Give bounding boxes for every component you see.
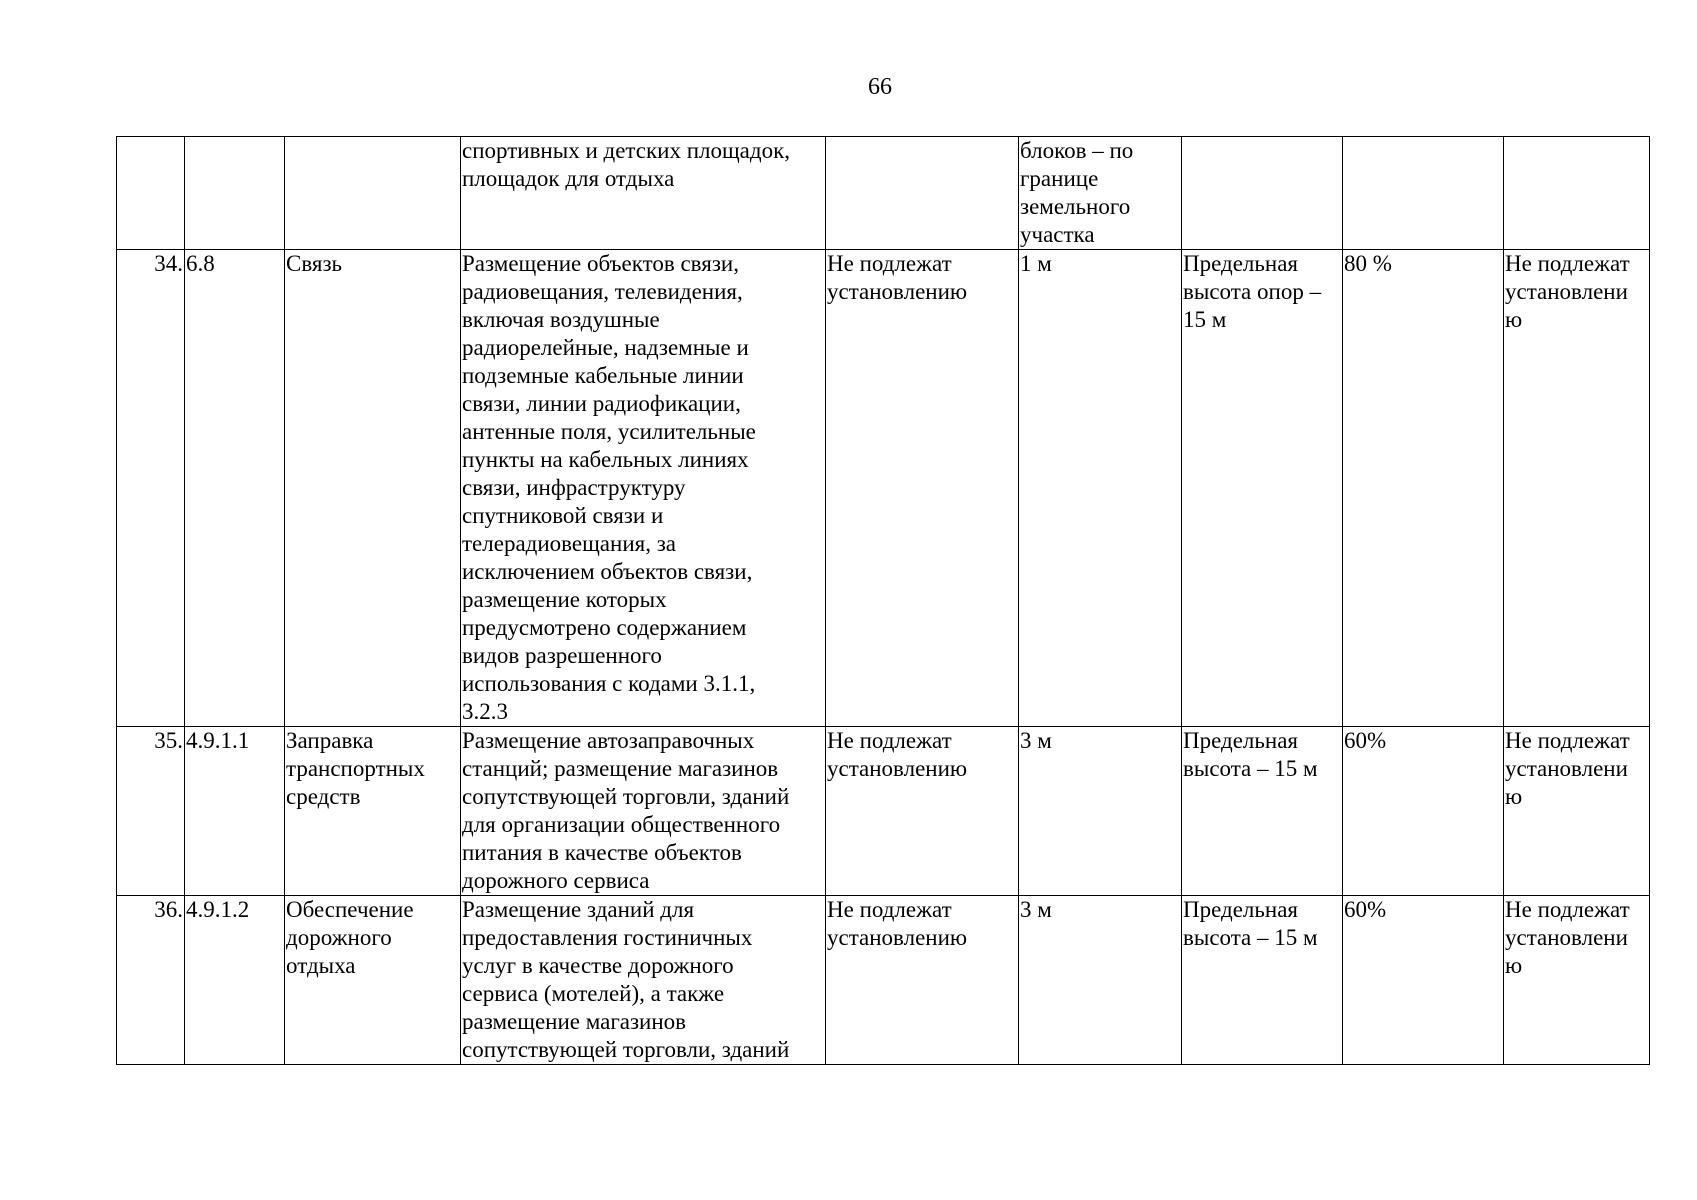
setback-cell: 1 м [1019, 250, 1182, 727]
code-cell: 4.9.1.1 [185, 727, 285, 896]
setback-cell: 3 м [1019, 727, 1182, 896]
coverage-cell: 60% [1343, 727, 1504, 896]
min-area-cell: Не подлежат установлению [826, 250, 1019, 727]
coverage-cell: 60% [1343, 896, 1504, 1065]
use-name-cell: Заправка транспортных средств [285, 727, 461, 896]
height-limit-cell: Предельная высота – 15 м [1182, 727, 1343, 896]
code-cell: 6.8 [185, 250, 285, 727]
other-params-cell [1504, 137, 1650, 250]
table-row [117, 896, 1650, 1065]
table-row [117, 250, 1650, 727]
min-area-cell: Не подлежат установлению [826, 896, 1019, 1065]
code-cell: 4.9.1.2 [185, 896, 285, 1065]
min-area-cell: Не подлежат установлению [826, 727, 1019, 896]
height-limit-cell [1182, 137, 1343, 250]
other-params-cell: Не подлежат установлени ю [1504, 896, 1650, 1065]
page-number: 66 [868, 74, 892, 100]
code-cell [185, 137, 285, 250]
min-area-cell [826, 137, 1019, 250]
description-cell: Размещение зданий для предоставления гостиничных услуг в качестве дорожного сервиса (мотелей), а также размещение магазинов сопутствующей торговли, зданий [461, 896, 826, 1065]
use-name-cell [285, 137, 461, 250]
height-limit-cell: Предельная высота – 15 м [1182, 896, 1343, 1065]
table-row [117, 137, 1650, 250]
table-row [117, 727, 1650, 896]
row-number-cell: 35. [117, 727, 185, 896]
row-number-cell: 34. [117, 250, 185, 727]
row-number-cell: 36. [117, 896, 185, 1065]
coverage-cell [1343, 137, 1504, 250]
description-cell: Размещение автозаправочных станций; размещение магазинов сопутствующей торговли, зданий для организации общественного питания в качестве объектов дорожного сервиса [461, 727, 826, 896]
description-cell: Размещение объектов связи, радиовещания, телевидения, включая воздушные радиорелейные, надземные и подземные кабельные линии связи, линии радиофикации, антенные поля, усилительные пункты на кабельных линиях связи, инфраструктуру спутниковой связи и телерадиовещания, за исключением объектов связи, размещение которых предусмотрено содержанием видов разрешенного использования с кодами 3.1.1, 3.2.3 [461, 250, 826, 727]
setback-cell: блоков – по границе земельного участка [1019, 137, 1182, 250]
row-number-cell [117, 137, 185, 250]
setback-cell: 3 м [1019, 896, 1182, 1065]
height-limit-cell: Предельная высота опор – 15 м [1182, 250, 1343, 727]
zoning-regulations-table [116, 136, 1650, 1065]
use-name-cell: Связь [285, 250, 461, 727]
coverage-cell: 80 % [1343, 250, 1504, 727]
other-params-cell: Не подлежат установлени ю [1504, 727, 1650, 896]
other-params-cell: Не подлежат установлени ю [1504, 250, 1650, 727]
use-name-cell: Обеспечение дорожного отдыха [285, 896, 461, 1065]
description-cell: спортивных и детских площадок, площадок для отдыха [461, 137, 826, 250]
